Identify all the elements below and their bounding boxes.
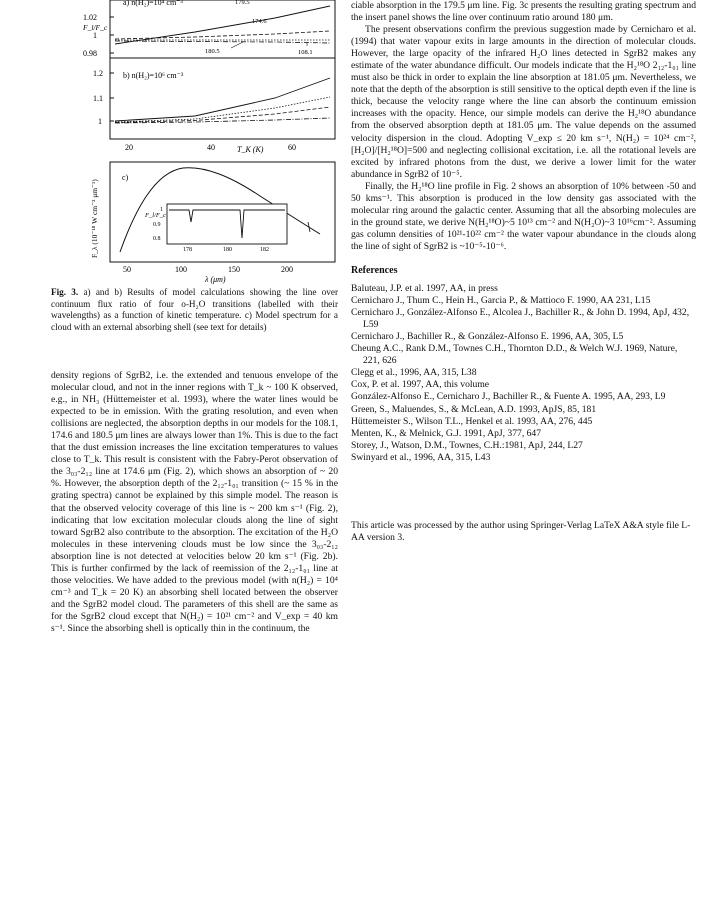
reference-item: Swinyard et al., 1996, AA, 315, L43 bbox=[351, 451, 491, 463]
right-paragraph-2: The present observations confirm the previous suggestion made by Cernicharo et al. (1994) that water vapour exits in large amounts in the direction of molecular clouds. However, the large opacity of the infrared H₂O lines detected in SgrB2 makes any estimate of the water abundance difficult. Our models indicate that the H₂¹⁸O 2₁₂-1₀₁ line must also be thick in order to explain the line absorption at 181.05 μm. Nevertheless, we note that the depth of the absorption is still sensitive to the optical depth even if the line is thick, because the velocity range where the line can absorb the continuum emission increases with the opacity. Hence, our simple models can derive the H₂¹⁸O abundance from the observed absorption depth at 181.05 μm. The value depends on the assumed velocity dispersion in the cloud. Adopting V_exp ≤ 20 km s⁻¹, N(H₂) = 10²⁴ cm⁻², [H₂O]/[H₂¹⁸O]=500 and neglecting collisional excitation, i.e. all the rotational levels are excited by infrared photons from the dust, we derive a lower limit for the water abundance in SgrB2 of 10⁻⁵. bbox=[351, 24, 696, 180]
panel-a-ytick-3: 0.98 bbox=[83, 49, 97, 58]
label-180-5: 180.5 bbox=[205, 48, 220, 55]
panel-a-ytick-2: 1 bbox=[93, 31, 97, 40]
label-174-6: 174.6 bbox=[252, 18, 267, 25]
figure-3 bbox=[45, 0, 345, 285]
panel-b bbox=[93, 58, 335, 154]
panel-b-label: b) n(H₂)=10⁶ cm⁻³ bbox=[123, 71, 184, 80]
inset-ytick-1: 1 bbox=[160, 207, 163, 213]
reference-item: Cox, P. et al. 1997, AA, this volume bbox=[351, 379, 490, 391]
reference-item: Hüttemeister S., Wilson T.L., Henkel et al. 1993, AA, 276, 445 bbox=[351, 415, 593, 427]
reference-item: Green, S., Maluendes, S., & McLean, A.D. 1993, ApJS, 85, 181 bbox=[351, 403, 597, 415]
caption-text: a) and b) Results of model calculations showing the line over continuum flux ratio of four o-H₂O transitions (labelled with their wavelengths) as a function of kinetic temperature. c) Model spectrum for a cloud with an external absorbing shell (see text for details) bbox=[51, 287, 338, 332]
panel-b-ytick-2: 1.1 bbox=[93, 94, 103, 103]
panel-a-label: a) n(H₂)=10⁴ cm⁻³ bbox=[123, 0, 183, 7]
reference-item: Cernicharo J., Thum C., Hein H., Garcia P., & Mattioco F. 1990, AA 231, L15 bbox=[351, 295, 651, 307]
panel-c bbox=[90, 162, 335, 284]
panel-a bbox=[82, 0, 335, 58]
caption-label: Fig. 3. bbox=[51, 287, 79, 297]
panel-b-xtick-1: 20 bbox=[125, 143, 133, 152]
inset-ylabel: F_l/F_c bbox=[145, 212, 166, 219]
panel-b-xtick-3: 60 bbox=[288, 143, 296, 152]
inset-xtick-2: 180 bbox=[223, 247, 232, 253]
panel-b-ytick-1: 1.2 bbox=[93, 69, 103, 78]
panel-b-ytick-3: 1 bbox=[98, 117, 102, 126]
inset-xtick-3: 182 bbox=[260, 247, 269, 253]
curve-174-6 bbox=[115, 31, 330, 39]
reference-item: Clegg et al., 1996, AA, 315, L38 bbox=[351, 367, 477, 379]
inset-xtick-1: 178 bbox=[183, 247, 192, 253]
reference-item: Baluteau, J.P. et al. 1997, AA, in press bbox=[351, 283, 498, 295]
reference-item: Cheung A.C., Rank D.M., Townes C.H., Thornton D.D., & Welch W.J. 1969, Nature, 221, 626 bbox=[351, 343, 678, 367]
inset-ytick-2: 0.9 bbox=[153, 222, 161, 228]
left-paragraph: density regions of SgrB2, i.e. the extended and tenuous envelope of the molecular cloud, and not in the inner regions with T_k ~ 100 K observed, e.g., in NH₃ (Hüttemeister et al. 1993), where the water lines would be expected to be in emission. With the grating resolution, and even when collisions are neglected, the absorption depths in our models for the 108.1, 174.6 and 180.5 μm lines are always lower than 1%. This is due to the fact that the dust emission increases the line excitation temperatures to values close to T_k. This result is consistent with the Fabry-Perot observation of the 3₀₃-2₁₂ line at 174.6 μm (Fig. 2), which shows an absorption of ~ 20 %. However, the absorption depth of the 2₁₂-1₀₁ transition (~ 15 % in the grating spectra) cannot be explained by this simple model. The reason is that the observed velocity coverage of this line is ~ 200 km s⁻¹ (Fig. 2), indicating that low excitation molecular clouds along the line of sight toward SgrB2 also contribute to the absorption. The excitation of the H₂O molecules in these intervening clouds must be low since the 3₀₃-2₁₂ absorption line is not detected at velocities below 20 km s⁻¹ (Fig. 2b). This is further confirmed by the lack of reemission of the 2₁₂-1₀₁ line at those velocities. We have added to the previous model (with n(H₂) = 10⁴ cm⁻³ and T_k = 20 K) an absorbing shell located between the observer and the SgrB2 model cloud. The parameters of this shell are the same as for the SgrB2 cloud except that N(H₂) = 10²¹ cm⁻² and V_exp = 40 km s⁻¹. Since the absorbing shell is optically thin in the continuum, the bbox=[51, 370, 338, 634]
reference-item: Storey, J., Watson, D.M., Townes, C.H.:1981, ApJ, 244, L27 bbox=[351, 439, 583, 451]
references-title: References bbox=[351, 264, 398, 276]
right-paragraph-1: ciable absorption in the 179.5 μm line. Fig. 3c presents the resulting grating spectrum and the insert panel shows the line over continuum ratio around 180 μm. bbox=[351, 0, 696, 24]
panel-c-xtick-2: 100 bbox=[175, 265, 187, 274]
curve-b-3 bbox=[115, 107, 330, 123]
reference-item: González-Alfonso E., Cernicharo J., Bachiller R., & Fuente A. 1995, AA, 293, L9 bbox=[351, 391, 666, 403]
reference-item: Cernicharo J., González-Alfonso E., Alcolea J., Bachiller R., & John D. 1994, ApJ, 432, L59 bbox=[351, 307, 690, 331]
panel-c-label: c) bbox=[122, 173, 129, 182]
reference-item: Menten, K., & Melnick, G.J. 1991, ApJ, 377, 647 bbox=[351, 427, 542, 439]
panel-a-ytick-1: 1.02 bbox=[83, 13, 97, 22]
label-108-1: 108.1 bbox=[298, 49, 313, 56]
panel-b-xlabel: T_K (K) bbox=[237, 145, 264, 154]
right-paragraph-3: Finally, the H₂¹⁸O line profile in Fig. 2 shows an absorption of 10% between -50 and 50 kms⁻¹. This absorption is produced in the low density gas associated with the molecular ring around the galactic center. Assuming that all the absorbing molecules are in the ground state, we derive N(H₂¹⁸O)~5 10¹³ cm⁻² and N(H₂O)~3 10¹⁶cm⁻². Assuming gas column densities of 10²¹-10²² cm⁻² the water vapour abundance in the clouds along the line of sight of SgrB2 is ~10⁻⁵-10⁻⁶. bbox=[351, 180, 696, 252]
figure-caption bbox=[51, 287, 338, 333]
reference-item: Cernicharo J., Bachiller R., & González-Alfonso E. 1996, AA, 305, L5 bbox=[351, 331, 624, 343]
inset-ytick-3: 0.8 bbox=[153, 236, 161, 242]
panel-a-ylabel: F_l/F_c bbox=[83, 23, 108, 32]
label-179-5: 179.5 bbox=[235, 0, 250, 6]
panel-c-xlabel: λ (μm) bbox=[205, 275, 226, 284]
curve-108-1 bbox=[115, 41, 330, 43]
panel-c-xtick-4: 200 bbox=[281, 265, 293, 274]
panel-b-xtick-2: 40 bbox=[207, 143, 215, 152]
curve-b-1 bbox=[115, 78, 330, 121]
panel-c-ylabel: F_λ (10⁻¹⁸ W cm⁻² μm⁻¹) bbox=[90, 179, 99, 258]
panel-c-xtick-3: 150 bbox=[228, 265, 240, 274]
footer-note: This article was processed by the author using Springer-Verlag LaTeX A&A style file L-AA version 3. bbox=[351, 519, 691, 543]
panel-c-xtick-1: 50 bbox=[123, 265, 131, 274]
right-column bbox=[351, 0, 696, 553]
left-column bbox=[51, 370, 338, 635]
